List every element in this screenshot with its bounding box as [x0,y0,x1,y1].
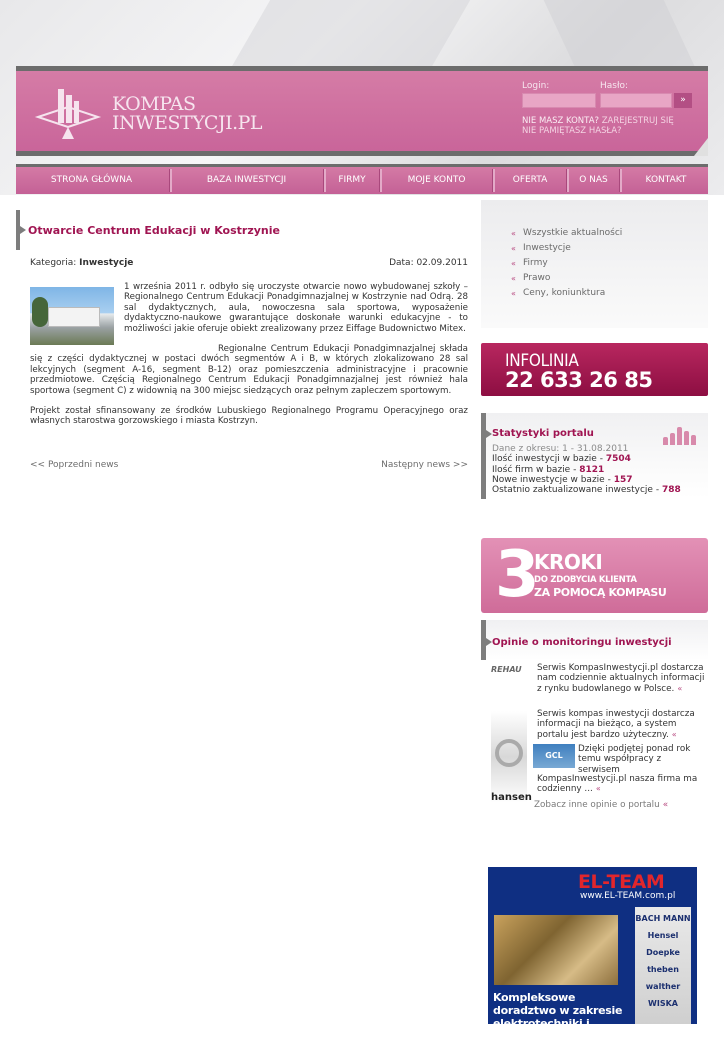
nav-o-nas[interactable]: O NAS [579,175,608,185]
login-label: Login: [522,81,550,91]
logo-building-icon [34,83,104,143]
more-opinions-link[interactable]: Zobacz inne opinie o portalu « [534,800,669,810]
opinion-3-more-icon[interactable]: « [595,784,601,794]
article-title-bar [16,210,476,250]
stats-period: Dane z okresu: 1 - 31.08.2011 [492,444,629,454]
next-news-link[interactable]: Następny news >> [381,460,468,470]
main-nav [16,164,708,194]
article-meta [30,258,468,268]
nav-strona-glowna[interactable]: STRONA GŁÓWNA [50,175,133,185]
login-submit-button[interactable]: » [674,93,692,108]
ad-brand-list: BACH MANN Hensel Doepke theben walther WISKA [635,907,691,1024]
ad-tagline: Kompleksowe doradztwo w zakresie elektrotechniki i automatyki budynków [493,991,625,1043]
logo-line-2: INWESTYCJI.PL [112,112,263,134]
no-account-text: NIE MASZ KONTA? [522,116,600,126]
kroki-banner[interactable] [481,538,708,613]
stats-invest-label: Ilość inwestycji w bazie - [492,454,603,465]
prev-news-link[interactable]: << Poprzedni news [30,460,119,470]
password-input[interactable] [600,93,672,108]
rehau-logo: REHAU [491,665,522,674]
register-link[interactable]: ZAREJESTRUJ SIĘ [601,116,674,126]
article-date: Data: 02.09.2011 [389,258,468,268]
opinion-3b: KompasInwestycji.pl nasza firma ma codzienny ... « [537,774,698,795]
news-categories [481,200,708,328]
opinions-box [481,620,708,820]
article-title: Otwarcie Centrum Edukacji w Kostrzynie [28,224,280,237]
bar-chart-icon [663,421,695,445]
article-paragraph-2: Regionalne Centrum Edukacji Ponadgimnazjalnej składa się z części dydaktycznej w postaci dwóch segmentów A i B, w których zlokalizowano 28 sal lekcyjnych (segment A-16, segment B-12) oraz pomieszczenia administracyjne i pracownie przedmiotowe. Częścią Regionalnego Centrum Edukacji Ponadgimnazjalnej jest również hala sportowa (segment C) z widownią na 300 miejsc siedzących oraz pełnym zapleczem sportowym. [30,344,468,396]
article-paragraph-3: Projekt został sfinansowany ze środków Lubuskiego Regionalnego Programu Operacyjnego oraz własnych starostwa gorzowskiego i miasta Kostrzyn. [30,406,468,427]
opinion-1: Serwis KompasInwestycji.pl dostarcza nam codziennie aktualnych informacji z rynku budowlanego w Polsce. « [537,663,705,694]
category-link-inwestycje[interactable]: « Inwestycje [511,241,622,256]
category-link-all[interactable]: « Wszystkie aktualności [511,226,622,241]
opinions-title: Opinie o monitoringu inwestycji [492,637,672,648]
category-value: Inwestycje [79,258,134,268]
logo-line-1: KOMPAS [112,93,196,115]
category-link-prawo[interactable]: « Prawo [511,271,622,286]
category-link-ceny[interactable]: « Ceny, koniunktura [511,286,622,301]
stats-firms-label: Ilość firm w bazie - [492,464,577,475]
stats-updated-label: Ostatnio zaktualizowane inwestycje - [492,485,660,496]
stats-firms-value: 8121 [579,464,605,475]
puzzle-image [494,915,618,985]
stats-new-value: 157 [613,474,633,485]
nav-firmy[interactable]: FIRMY [338,175,366,185]
hansen-logo-text: hansen [491,792,532,803]
kroki-number: 3 [495,538,540,612]
kroki-title: KROKI [534,550,603,574]
news-pager [30,460,468,470]
forgot-password-link[interactable]: NIE PAMIĘTASZ HASŁA? [522,126,622,136]
article-paragraph-1: 1 września 2011 r. odbyło się uroczyste otwarcie nowo wybudowanej szkoły – Regionalnego Centrum Edukacji Ponadgimnazjalnej w Kostrzynie nad Odrą. 28 sal dydaktycznych, aula, nowoczesna sala sportowa, wyposażenie dydaktyczno-naukowe gwarantujące doskonałe warunki edukacyjne - to możliwości jakie oferuje obiekt zrealizowany przez Eiffage Budownictwo Mitex. [124,282,468,334]
login-input[interactable] [522,93,596,108]
page-corner [694,138,708,156]
kroki-line-2: ZA POMOCĄ KOMPASU [534,586,667,599]
stats-new-label: Nowe inwestycje w bazie - [492,474,611,485]
nav-baza-inwestycji[interactable]: BAZA INWESTYCJI [206,175,287,185]
password-label: Hasło: [600,81,629,91]
nav-oferta[interactable]: OFERTA [512,175,548,185]
infolinia-label: INFOLINIA [505,351,579,371]
gcl-logo: GCL [533,744,575,768]
kroki-line-1: DO ZDOBYCIA KLIENTA [534,575,637,585]
opinion-3a: Dzięki podjętej ponad rok temu współpracy z serwisem [578,744,691,775]
opinion-1-more-icon[interactable]: « [677,683,683,693]
infolinia-banner[interactable] [481,343,708,396]
opinion-2: Serwis kompas inwestycji dostarcza informacji na bieżąco, a system portalu jest bardzo użyteczny. « [537,709,695,740]
nav-kontakt[interactable]: KONTAKT [645,175,687,185]
stats-invest-value: 7504 [605,454,631,465]
nav-moje-konto[interactable]: MOJE KONTO [407,175,466,185]
site-logo[interactable] [34,83,264,143]
ad-brand: EL-TEAM [578,871,665,893]
opinion-2-more-icon[interactable]: « [671,729,677,739]
hansen-logo [491,711,532,803]
portal-stats [481,413,708,499]
header [16,66,708,156]
category-link-firmy[interactable]: « Firmy [511,256,622,271]
stats-updated-value: 788 [661,485,681,496]
infolinia-number: 22 633 26 85 [505,368,653,392]
ad-url: www.EL-TEAM.com.pl [580,891,676,901]
article-photo [30,287,114,345]
el-team-ad[interactable] [488,867,697,1043]
stats-title: Statystyki portalu [492,428,594,439]
article-body [30,282,468,437]
category-label: Kategoria: [30,258,77,268]
